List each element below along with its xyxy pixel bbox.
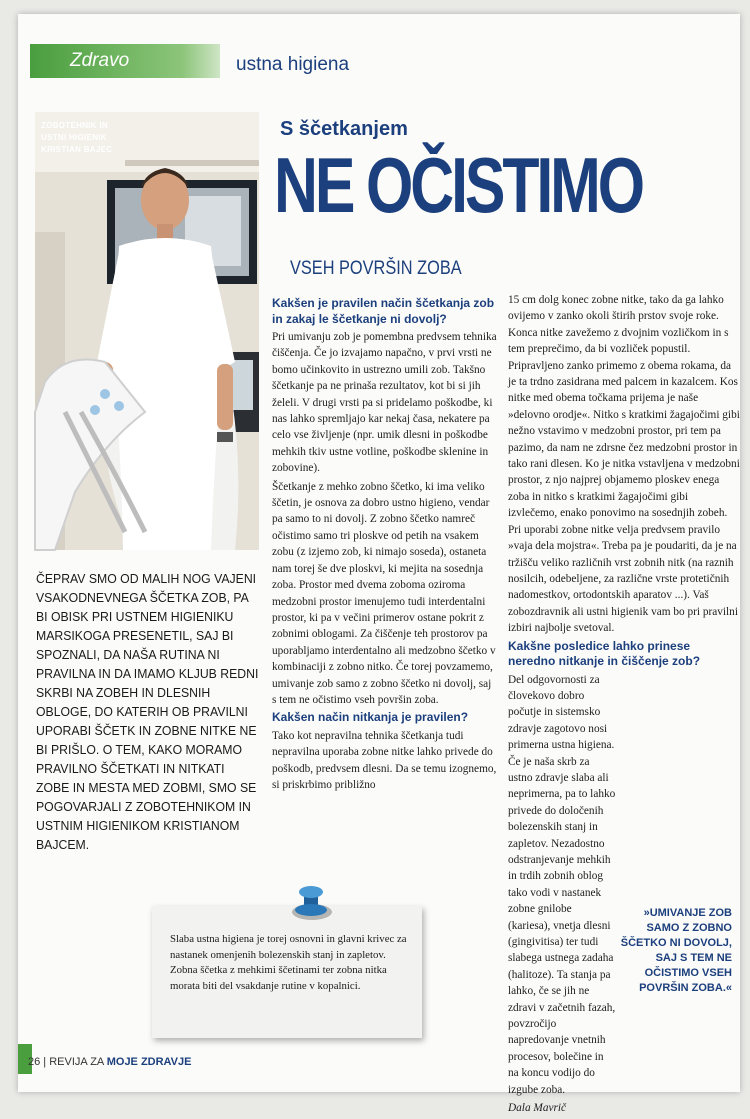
question-heading: Kakšne posledice lahko prinese neredno nitkanje in čiščenje zob? — [508, 638, 701, 669]
paragraph: Tako kot nepravilna tehnika ščetkanja tudi nepravilna uporaba zobne nitke lahko privede do poškodb, predvsem dlesni. Da se temu izognemo, si priskrbimo približno — [272, 729, 497, 792]
portrait-photo — [35, 112, 259, 550]
paragraph: Ščetkanje z mehko zobno ščetko, ki ima veliko ščetin, je osnova za dobro ustno higieno, vendar pa samo to ni dovolj. Z zobno ščetko namreč očistimo samo tri ploskve od petih na vsakem zobu (z izjemo zob, ki nimajo soseda), ostaneta nam torej še dve ploskvi, ki mejita na sosednja zoba. Prostor med dvema zoboma oziroma medzobni prostor imenujemo tudi interdentalni prostor, ki pa v večini primerov ostane pokrit z zobnimi oblogami. Za čiščenje teh prostorov pa uporabljamo interdentalno ali medzobno ščetko v kombinaciji z zobno nitko. Če torej povzamemo, umivanje zob samo z zobno ščetko ni dovolj, saj s tem ne očistimo vseh površin zoba. — [272, 480, 496, 706]
paragraph: Pri umivanju zob je pomembna predvsem tehnika čiščenja. Če jo izvajamo napačno, v prvi vrsti ne bomo učinkovito in ustrezno umili zob. Takšno ščetkanje pa ne prinaša rezultatov, kot bi si jih želeli. V drugi vrsti pa si pridelamo poškodbe, ki nas lahko spremljajo kar nekaj časa, nekatere pa celo vse življenje (npr. umik dlesni in poškodbe mehkih tkiv ustne votline, poškodbe sklenine in zobovine). — [272, 331, 497, 475]
title-kicker: S ščetkanjem — [280, 118, 408, 140]
question-heading: Kakšen način nitkanja je pravilen? — [272, 710, 469, 725]
photo-caption-line: USTNI HIGIENIK — [41, 133, 107, 142]
photo-caption-line: ZOBOTEHNIK IN — [41, 121, 109, 130]
photo-caption — [41, 120, 112, 156]
question-heading: Kakšen je pravilen način ščetkanja zob in zakaj le ščetkanje ni dovolj? — [272, 296, 495, 326]
article-column-1 — [272, 296, 498, 795]
author-signature — [508, 1100, 616, 1116]
author-name: Dala Mavrič — [508, 1102, 567, 1115]
title-deck: VSEH POVRŠIN ZOBA — [290, 258, 462, 279]
magazine-brand: MOJE ZDRAVJE — [106, 1056, 192, 1068]
magazine-page — [18, 14, 740, 1115]
intro-lead: ČEPRAV SMO OD MALIH NOG VAJENI VSAKODNEVNEGA ŠČETKA ZOB, PA BI OBISK PRI USTNEM HIGIENIKU MARSIKOGA PRESENETIL, SAJ BI SPOZNALI, DA NAŠA RUTINA NI PRAVILNA IN DA IMAMO KLJUB REDNI SKRBI NA ZOBEH IN DLESNIH OBLOGE, DO KATERIH OB PRAVILNI UPORABI ŠČETK IN ZOBNE NITKE NE BI PRIŠLO. O TEM, KAKO MORAMO PRAVILNO ŠČETKATI IN NITKATI ZOBE IN MESTA MED ZOBMI, SMO SE POGOVARJALI Z ZOBOTEHNIKOM IN USTNIM HIGIENIKOM KRISTIANOM BAJCEM. — [36, 572, 259, 852]
page-number: 26 — [28, 1056, 41, 1068]
page-footer: 26 | REVIJA ZA MOJE ZDRAVJE — [28, 1056, 192, 1068]
pull-quote: »UMIVANJE ZOB SAMO Z ZOBNO ŠČETKO NI DOVOLJ, SAJ S TEM NE OČISTIMO VSEH POVRŠIN ZOBA.« — [620, 907, 732, 994]
headline: NE OČISTIMO — [274, 141, 642, 229]
push-pin-icon — [280, 872, 340, 932]
paragraph: 15 cm dolg konec zobne nitke, tako da ga lahko ovijemo v zanko okoli štirih prstov svoje roke. Konca nitke zavežemo z dvojnim vozličkom in s tem preprečimo, da bi vozliček popustil. Pripravljeno zanko primemo z obema rokama, da je ta trdno zasidrana med palcem in kazalcem. Kos nitke med obema točkama prijema je naše »delovno orodje«. Nitko s kratkimi žagajočimi gibi nežno vstavimo v medzobni prostor, pri tem pa pazimo, da nam ne zdrsne čez medzobni prostor in tako rani dlesen. Ko je nitka vstavljena v medzobni prostor, z njo najprej objamemo ploskev enega zoba in nitko s kratkimi žagajočimi gibi izvlečemo, enako ponovimo na sosednjih zobeh. Pri uporabi zobne nitke velja predvsem pravilo »vaja dela mojstra«. Treba pa je poudariti, da je na tržišču veliko različnih vrst zobnih nitk (na raznih nosilcih, odebeljene, za različne vrste protetičnih nadomestkov, ortodontskih aparatov ...). Vaš zobozdravnik ali ustni higienik vam bo pri pravilni izbiri najbolje svetoval. — [508, 294, 740, 635]
photo-caption-line: KRISTIAN BAJEC — [41, 145, 113, 154]
section-label: Zdravo — [70, 50, 130, 71]
magazine-name: REVIJA ZA — [49, 1056, 104, 1068]
portrait-illustration — [35, 112, 259, 550]
section-subtitle: ustna higiena — [236, 54, 350, 75]
paragraph: Del odgovornosti za človekovo dobro počutje in sistemsko zdravje zagotovo nosi primerna ustna higiena. Če je naša skrb za ustno zdravje slaba ali neprimerna, pa to lahko privede do določenih bolezenskih stanj in zapletov. Nezadostno odstranjevanje mehkih in trdih zobnih oblog tako vodi v nastanek zobne gnilobe (kariesa), vnetja dlesni (gingivitisa) ter tudi slabega ustnega zadaha (halitoze). Ta stanja pa lahko, če se jih ne zdravi v začetnih fazah, povzročijo napredovanje vnetnih procesov, bolečine in na koncu vodijo do izgube zoba. — [508, 673, 616, 1096]
note-text: Slaba ustna higiena je torej osnovni in glavni krivec za nastanek omenjenih bolezenskih stanj in zapletov. Zobna ščetka z mehkimi ščetinami ter zobna nitka morata biti del vsakdanje rutine v kopalnici. — [170, 933, 407, 992]
